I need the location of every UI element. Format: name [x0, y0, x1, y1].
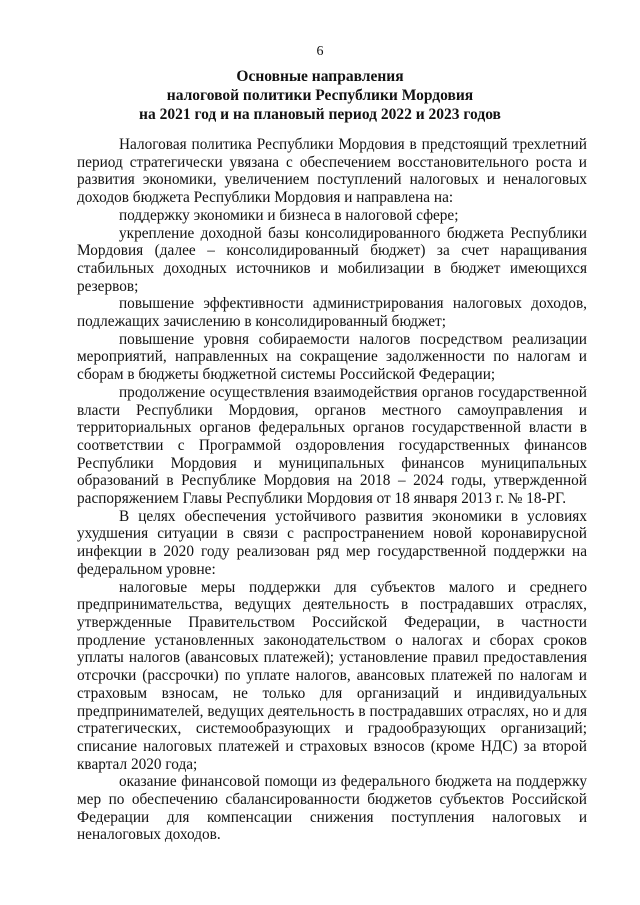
paragraph: поддержку экономики и бизнеса в налоговой сфере;	[119, 206, 459, 224]
paragraph: Налоговая политика Республики Мордовия в предстоящий трехлетний период стратегически увязана с обеспечением восстановительного роста и развития экономики, увеличением поступлений налоговых и неналоговых доходов бюджета Республики Мордовия и направлена на:	[77, 136, 587, 207]
paragraph: укрепление доходной базы консолидированного бюджета Республики Мордовия (далее – консолидированный бюджет) за счет наращивания стабильных доходных источников и мобилизации в бюджет имеющихся резервов;	[77, 224, 587, 295]
title-line-3: на 2021 год и на плановый период 2022 и 2023 годов	[139, 106, 501, 123]
paragraph: В целях обеспечения устойчивого развития экономики в условиях ухудшения ситуации в связи с распространением новой коронавирусной инфекции в 2020 году реализован ряд мер государственной поддержки на федеральном уровне:	[77, 507, 587, 578]
document-body	[77, 136, 587, 844]
title-line-1: Основные направления	[236, 68, 404, 85]
paragraph: продолжение осуществления взаимодействия органов государственной власти Республики Мордовия, органов местного самоуправления и территориальных органов федеральных органов государственной власти в соответствии с Программой оздоровления государственных финансов Республики Мордовия и муниципальных финансов муниципальных образований в Республике Мордовия на 2018 – 2024 годы, утвержденной распоряжением Главы Республики Мордовия от 18 января 2013 г. № 18-РГ.	[77, 383, 587, 508]
paragraph: оказание финансовой помощи из федерального бюджета на поддержку мер по обеспечению сбалансированности бюджетов субъектов Российской Федерации для компенсации снижения поступления налоговых и неналоговых доходов.	[77, 773, 587, 844]
document-title	[60, 67, 580, 124]
title-line-2: налоговой политики Республики Мордовия	[166, 87, 474, 104]
paragraph: налоговые меры поддержки для субъектов малого и среднего предпринимательства, ведущих деятельность в пострадавших отраслях, утвержденные Правительством Российской Федерации, в частности продление установленных законодательством о налогах и сборах сроков уплаты налогов (авансовых платежей); установление правил предоставления отсрочки (рассрочки) по уплате налогов, авансовых платежей по налогам и страховым взносам, не только для организаций и индивидуальных предпринимателей, ведущих деятельность в пострадавших отраслях, но и для стратегических, системообразующих и градообразующих организаций; списание налоговых платежей и страховых взносов (кроме НДС) за второй квартал 2020 года;	[77, 578, 587, 773]
paragraph: повышение эффективности администрирования налоговых доходов, подлежащих зачислению в консолидированный бюджет;	[77, 295, 587, 331]
page-number: 6	[316, 44, 324, 59]
paragraph: повышение уровня собираемости налогов посредством реализации мероприятий, направленных на сокращение задолженности по налогам и сборам в бюджеты бюджетной системы Российской Федерации;	[77, 330, 587, 384]
